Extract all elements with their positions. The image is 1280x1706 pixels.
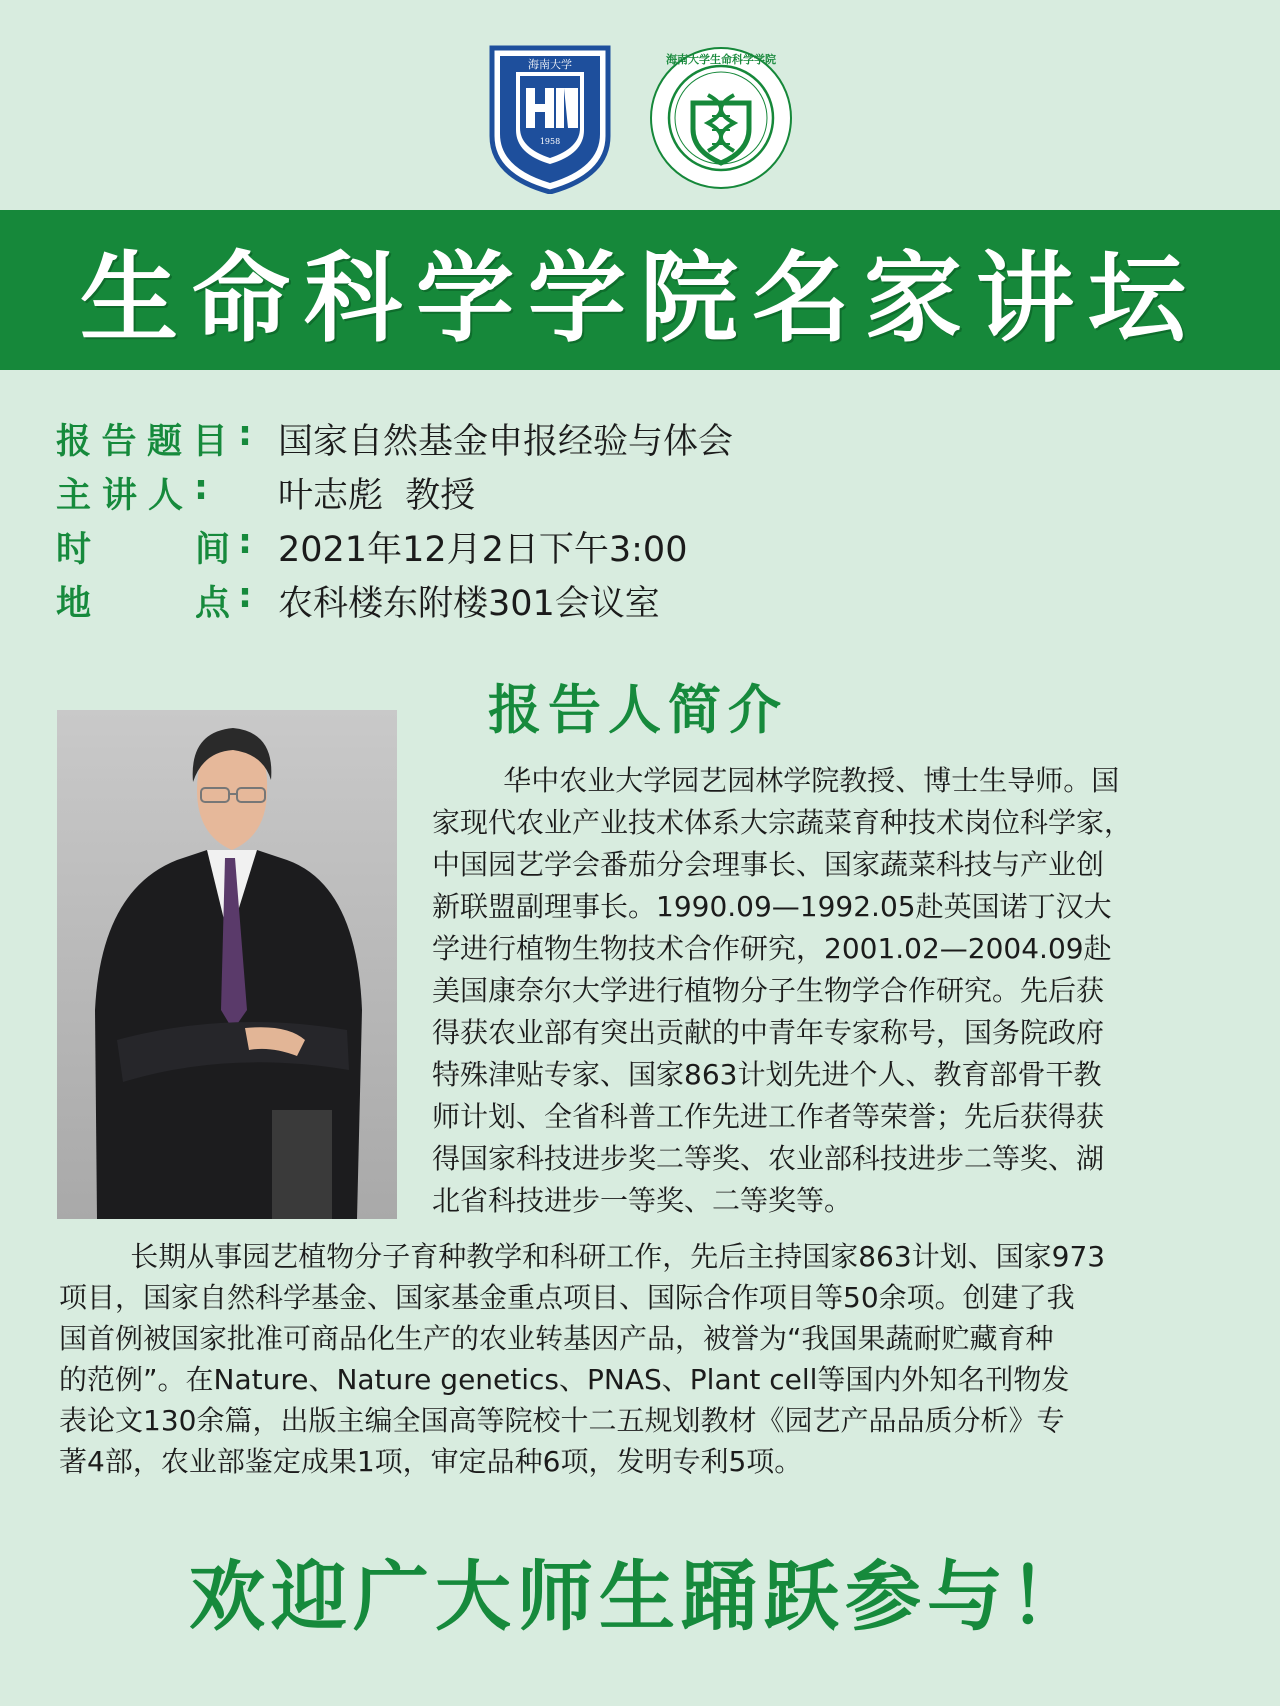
page-title: 生命科学学院名家讲坛 (79, 240, 1200, 356)
school-of-life-sciences-logo-icon (648, 45, 794, 191)
university-year-text: 1958 (539, 137, 561, 146)
info-row-topic (56, 412, 733, 466)
hn-monogram (526, 88, 578, 128)
topic-value: 国家自然基金申报经验与体会 (278, 422, 734, 462)
topic-label: 报 告 题 目 : (56, 414, 252, 462)
speaker-bio-part2 (59, 1236, 1227, 1482)
time-label: 时 间 : (56, 522, 252, 570)
bio-line: 国首例被国家批准可商品化生产的农业转基因产品，被誉为“我国果蔬耐贮藏育种 (59, 1322, 1054, 1355)
hainan-university-logo-icon (486, 44, 614, 194)
location-value: 农科楼东附楼301会议室 (278, 584, 660, 624)
location-label: 地 点 : (56, 576, 252, 624)
school-seal-top-text: 海南大学生命科学学院 (666, 53, 776, 66)
bio-line: 师计划、全省科普工作先进工作者等荣誉；先后获得获 (432, 1100, 1105, 1133)
bio-line: 的范例”。在Nature、Nature genetics、PNAS、Plant cell等国内外知名刊物发 (59, 1363, 1070, 1396)
speaker-portrait-icon (57, 710, 397, 1219)
info-row-location (56, 574, 733, 628)
title-banner (0, 210, 1280, 370)
info-row-speaker (56, 466, 733, 520)
info-row-time (56, 520, 733, 574)
bio-line: 表论文130余篇，出版主编全国高等院校十二五规划教材《园艺产品品质分析》专 (59, 1404, 1065, 1437)
bio-line: 特殊津贴专家、国家863计划先进个人、教育部骨干教 (432, 1058, 1102, 1091)
university-seal-top-text: 海南大学 (528, 58, 572, 71)
bio-line: 项目，国家自然科学基金、国家基金重点项目、国际合作项目等50余项。创建了我 (59, 1281, 1075, 1314)
bio-line: 著4部，农业部鉴定成果1项，审定品种6项，发明专利5项。 (59, 1445, 803, 1478)
bio-line: 长期从事园艺植物分子育种教学和科研工作，先后主持国家863计划、国家973 (59, 1240, 1106, 1273)
event-info (56, 412, 733, 628)
bio-line: 得获农业部有突出贡献的中青年专家称号，国务院政府 (432, 1016, 1105, 1049)
speaker-value: 叶志彪 教授 (278, 476, 476, 516)
bio-line: 得国家科技进步奖二等奖、农业部科技进步二等奖、湖 (432, 1142, 1105, 1175)
bio-line: 中国园艺学会番茄分会理事长、国家蔬菜科技与产业创 (432, 848, 1105, 881)
time-value: 2021年12月2日下午3:00 (278, 530, 688, 570)
bio-line: 学进行植物生物技术合作研究，2001.02—2004.09赴 (432, 932, 1112, 965)
speaker-bio-part1 (432, 760, 1222, 1222)
welcome-slogan: 欢迎广大师生踊跃参与！ (189, 1552, 1091, 1641)
bio-line: 新联盟副理事长。1990.09—1992.05赴英国诺丁汉大 (432, 890, 1112, 923)
speaker-intro-heading: 报告人简介 (488, 680, 788, 741)
bio-line: 华中农业大学园艺园林学院教授、博士生导师。国 (432, 764, 1120, 797)
speaker-label: 主 讲 人 : (56, 468, 208, 516)
bio-line: 北省科技进步一等奖、二等奖等。 (432, 1184, 853, 1217)
logo-area (0, 44, 1280, 192)
bio-line: 家现代农业产业技术体系大宗蔬菜育种技术岗位科学家， (432, 806, 1133, 839)
bio-line: 美国康奈尔大学进行植物分子生物学合作研究。先后获 (432, 974, 1105, 1007)
